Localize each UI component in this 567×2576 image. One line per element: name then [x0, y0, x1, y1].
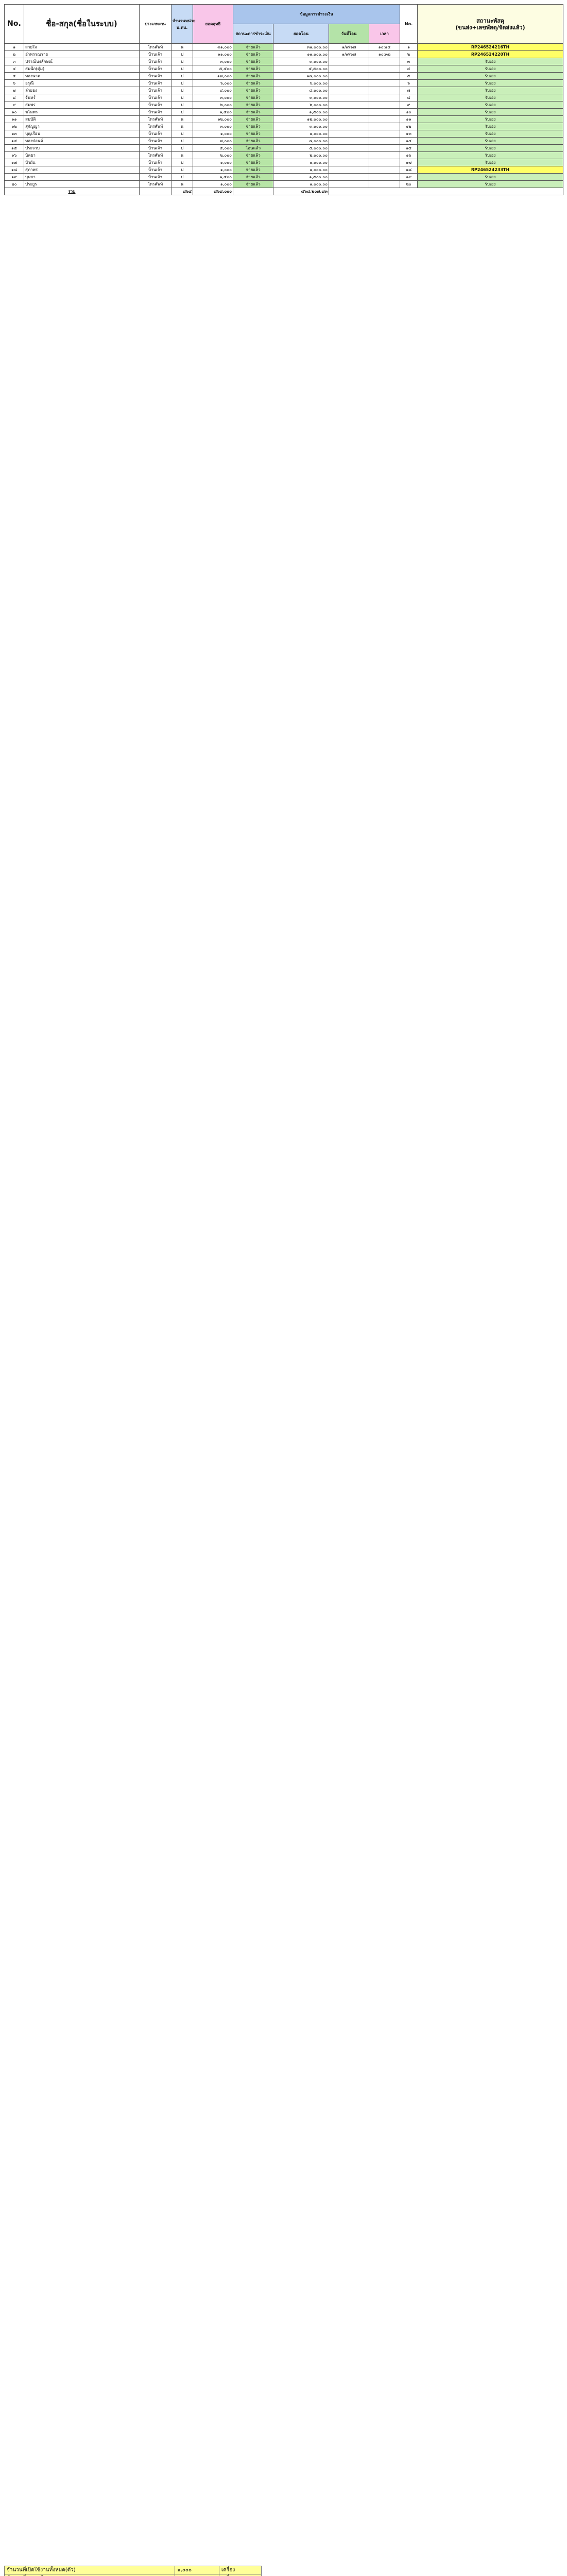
table-row [5, 138, 563, 145]
table-cell: จ่ายแล้ว [233, 80, 273, 87]
table-cell: ๑๑ [400, 116, 418, 123]
table-cell: ๑๖ [400, 152, 418, 159]
table-cell: บ้านเจ้า [140, 145, 171, 152]
table-cell: ๖,๐๐๐.๐๐ [273, 80, 329, 87]
table-cell: รับเอง [418, 123, 563, 130]
table-cell: จ่ายแล้ว [233, 130, 273, 138]
table-cell: ๑๑,๐๐๐.๐๐ [273, 51, 329, 58]
table-cell: บุษบา [24, 174, 140, 181]
table-cell [369, 130, 400, 138]
totals-amount: ๘๖๘,๒๐๗.๘๓ [273, 188, 329, 195]
table-row [5, 94, 563, 101]
table-cell: บ้านเจ้า [140, 87, 171, 94]
table-cell: ๒๐ [400, 181, 418, 188]
table-cell: บุญเรือน [24, 130, 140, 138]
table-cell [369, 152, 400, 159]
col-no: No. [5, 5, 24, 44]
table-cell [369, 109, 400, 116]
table-cell [329, 65, 369, 73]
table-cell: ป [171, 80, 193, 87]
summary-small-row [5, 2566, 262, 2574]
table-cell: ป [171, 73, 193, 80]
table-cell: ๓,๐๐๐.๐๐ [273, 94, 329, 101]
table-cell: ป [171, 109, 193, 116]
table-cell: บ้านเจ้า [140, 51, 171, 58]
table-cell: นิตยา [24, 152, 140, 159]
table-cell: รับเอง [418, 181, 563, 188]
table-cell [329, 87, 369, 94]
table-cell [329, 130, 369, 138]
table-cell: ๑๓ [5, 130, 24, 138]
table-cell: บ้านเจ้า [140, 174, 171, 181]
table-cell: ทองนาค [24, 73, 140, 80]
table-cell: ๔,๐๐๐ [193, 87, 233, 94]
table-cell: จ่ายแล้ว [233, 109, 273, 116]
table-row [5, 51, 563, 58]
table-cell: ๒๐ [5, 181, 24, 188]
table-cell: ๑๓ [400, 130, 418, 138]
table-cell: รับเอง [418, 116, 563, 123]
table-cell: รับเอง [418, 152, 563, 159]
col-no2: No. [400, 5, 418, 44]
table-cell: จ่ายแล้ว [233, 65, 273, 73]
table-cell: ป [171, 94, 193, 101]
table-cell: ๑๙ [400, 174, 418, 181]
table-cell [369, 94, 400, 101]
col-group-payment: ข้อมูลการชำระเงิน [233, 5, 400, 24]
table-cell: รับเอง [418, 65, 563, 73]
table-cell: บ้านเจ้า [140, 94, 171, 101]
table-cell: ๗ [400, 87, 418, 94]
table-cell [369, 101, 400, 109]
table-cell: ๑,๕๐๐.๐๐ [273, 174, 329, 181]
table-cell: ๘ [5, 94, 24, 101]
table-cell: รับเอง [418, 87, 563, 94]
table-cell: โทรศัพท์ [140, 123, 171, 130]
table-cell: บ้านเจ้า [140, 109, 171, 116]
col-count: จำนวนหน่วย บ.ทบ. [171, 5, 193, 44]
table-cell: ชไมพร [24, 109, 140, 116]
table-cell: ๒ [400, 51, 418, 58]
table-cell: ๖ [5, 80, 24, 87]
table-cell: ทองปอนด์ [24, 138, 140, 145]
col-net-total: ยอดสุทธิ [193, 5, 233, 44]
table-row [5, 116, 563, 123]
table-cell: RP246524216TH [418, 44, 563, 51]
table-cell [329, 181, 369, 188]
table-cell: ๗,๐๐๐.๐๐ [273, 138, 329, 145]
table-cell: ๑๐:๓๒ [369, 51, 400, 58]
table-cell: ๖ [400, 80, 418, 87]
table-cell: จ่ายแล้ว [233, 116, 273, 123]
table-cell: ๙ [5, 101, 24, 109]
table-cell: ๑๕ [400, 145, 418, 152]
table-cell: ๑๒ [400, 123, 418, 130]
table-cell: ๔ [400, 65, 418, 73]
col-name: ชื่อ-สกุล(ชื่อในระบบ) [24, 5, 140, 44]
table-cell: ๑,๕๐๐ [193, 174, 233, 181]
table-cell: ๑ [5, 44, 24, 51]
table-cell: RP246524233TH [418, 166, 563, 174]
table-cell: สายใจ [24, 44, 140, 51]
table-cell [369, 65, 400, 73]
summary-cell [219, 2574, 261, 2576]
table-cell: ป [171, 65, 193, 73]
table-cell: ๕ [400, 73, 418, 80]
table-cell: ๒,๐๐๐.๐๐ [273, 101, 329, 109]
table-cell: บ้านเจ้า [140, 101, 171, 109]
table-cell: ๑๔ [5, 138, 24, 145]
table-cell: ๑๗ [400, 159, 418, 166]
table-cell: รับเอง [418, 159, 563, 166]
table-cell: บ้านเจ้า [140, 138, 171, 145]
table-cell: ๔ [5, 65, 24, 73]
table-cell [369, 145, 400, 152]
table-cell: จ่ายแล้ว [233, 101, 273, 109]
table-cell: โทรศัพท์ [140, 181, 171, 188]
table-row [5, 109, 563, 116]
table-cell: ๗,๐๐๐ [193, 138, 233, 145]
table-cell: จ่ายแล้ว [233, 181, 273, 188]
table-cell: น [171, 152, 193, 159]
table-cell: ๑,๐๐๐.๐๐ [273, 159, 329, 166]
table-cell: รับเอง [418, 73, 563, 80]
table-cell: จ่ายแล้ว [233, 174, 273, 181]
table-cell: จ่ายแล้ว [233, 73, 273, 80]
order-table [4, 4, 563, 195]
table-row [5, 130, 563, 138]
table-cell: สุกัญญา [24, 123, 140, 130]
table-cell: ๘ [400, 94, 418, 101]
table-cell: ป [171, 130, 193, 138]
table-cell: จ่ายแล้ว [233, 44, 273, 51]
col-pay-amount: ยอดโอน [273, 24, 329, 44]
table-cell: ๑,๐๐๐ [193, 130, 233, 138]
table-cell: จ่ายแล้ว [233, 159, 273, 166]
table-cell: ๑๐ [400, 109, 418, 116]
table-cell: รับเอง [418, 80, 563, 87]
table-body [5, 44, 563, 188]
table-cell [329, 58, 369, 65]
table-cell: อำพรรณราย [24, 51, 140, 58]
table-cell: โทรศัพท์ [140, 116, 171, 123]
table-cell: จ่ายแล้ว [233, 87, 273, 94]
table-cell [329, 116, 369, 123]
table-cell: โทรศัพท์ [140, 44, 171, 51]
table-cell: ๑๗ [5, 159, 24, 166]
table-cell: ๖,๐๐๐ [193, 80, 233, 87]
table-cell: ๓ [5, 58, 24, 65]
table-cell [369, 87, 400, 94]
table-cell: ๑๐:๑๔ [369, 44, 400, 51]
table-cell: ๓,๐๐๐ [193, 123, 233, 130]
table-cell [369, 181, 400, 188]
table-cell: ๑,๐๐๐.๐๐ [273, 130, 329, 138]
table-cell [369, 123, 400, 130]
table-cell: ๒,๐๐๐.๐๐ [273, 152, 329, 159]
table-cell: ประจวบ [24, 145, 140, 152]
table-cell: รับเอง [418, 101, 563, 109]
summary-cell: ๑,๐๐๐ [175, 2566, 219, 2574]
table-cell: บัวผัน [24, 159, 140, 166]
table-cell: โทรศัพท์ [140, 152, 171, 159]
table-cell: ป [171, 145, 193, 152]
table-cell [329, 159, 369, 166]
summary-small-row [5, 2574, 262, 2576]
table-cell: ๙ [400, 101, 418, 109]
table-row [5, 123, 563, 130]
table-cell: ๓,๐๐๐.๐๐ [273, 58, 329, 65]
table-cell: ๑,๐๐๐ [193, 159, 233, 166]
table-cell: สมนึก(ตุ๋ม) [24, 65, 140, 73]
table-row [5, 145, 563, 152]
table-row [5, 152, 563, 159]
table-cell: ๓๑,๐๐๐ [193, 44, 233, 51]
table-cell: อรุณี [24, 80, 140, 87]
table-cell: ๒,๐๐๐ [193, 152, 233, 159]
table-cell [369, 159, 400, 166]
table-cell: จ่ายแล้ว [233, 51, 273, 58]
table-cell: ๑,๕๐๐ [193, 109, 233, 116]
table-cell: ๕,๐๐๐.๐๐ [273, 145, 329, 152]
table-cell: จันทร์ [24, 94, 140, 101]
table-cell: ๑ [400, 44, 418, 51]
table-cell [329, 94, 369, 101]
table-cell: น [171, 44, 193, 51]
table-cell: ๓ [400, 58, 418, 65]
table-cell: น [171, 116, 193, 123]
table-cell: จ่ายแล้ว [233, 152, 273, 159]
table-cell: ๑/๙/๖๗ [329, 51, 369, 58]
table-cell: ๗ [5, 87, 24, 94]
table-cell: ๑๖ [5, 152, 24, 159]
table-cell: รับเอง [418, 58, 563, 65]
table-cell: รับเอง [418, 138, 563, 145]
table-row [5, 159, 563, 166]
table-cell: ๑๘ [400, 166, 418, 174]
table-cell: ปราณีนงลักษณ์ [24, 58, 140, 65]
table-cell: ๓,๐๐๐ [193, 94, 233, 101]
table-cell: จ่ายแล้ว [233, 123, 273, 130]
table-cell [329, 109, 369, 116]
totals-count: ๘๖๔ [171, 188, 193, 195]
table-cell: บ้านเจ้า [140, 80, 171, 87]
table-cell: สมพร [24, 101, 140, 109]
table-cell: ๑,๐๐๐.๐๐ [273, 181, 329, 188]
table-cell: ๑๗,๐๐๐ [193, 73, 233, 80]
col-pay-time: เวลา [369, 24, 400, 44]
table-cell [369, 138, 400, 145]
table-cell: บ้านเจ้า [140, 65, 171, 73]
table-cell [369, 116, 400, 123]
table-cell: บ้านเจ้า [140, 73, 171, 80]
table-cell: ป [171, 174, 193, 181]
table-cell [329, 73, 369, 80]
summary-cell: จำนวนที่เปิดใช้งานทั้งหมด(ตัว) [5, 2566, 175, 2574]
table-cell: RP246524220TH [418, 51, 563, 58]
table-row [5, 65, 563, 73]
table-row [5, 80, 563, 87]
table-row [5, 87, 563, 94]
table-cell: ๑/๙/๖๗ [329, 44, 369, 51]
table-cell: ๕,๕๐๐.๐๐ [273, 65, 329, 73]
table-cell: สุภาพร [24, 166, 140, 174]
table-cell: น [171, 181, 193, 188]
table-cell: ๑,๐๐๐ [193, 181, 233, 188]
table-cell: ป [171, 159, 193, 166]
table-cell [329, 152, 369, 159]
table-cell: ๑๒ [5, 123, 24, 130]
table-cell: ๑๙ [5, 174, 24, 181]
table-cell [329, 101, 369, 109]
table-cell: บ้านเจ้า [140, 166, 171, 174]
table-cell: จ่ายแล้ว [233, 166, 273, 174]
table-cell: บ้านเจ้า [140, 130, 171, 138]
summary-small [4, 2566, 262, 2576]
table-cell: ๒,๐๐๐ [193, 101, 233, 109]
spreadsheet [4, 4, 563, 195]
table-row [5, 44, 563, 51]
table-cell: ๔,๐๐๐.๐๐ [273, 87, 329, 94]
table-cell: ป [171, 138, 193, 145]
table-cell: จ่ายแล้ว [233, 94, 273, 101]
summary-cell [175, 2574, 219, 2576]
table-cell: ๑๒,๐๐๐ [193, 116, 233, 123]
table-row [5, 181, 563, 188]
table-cell: โอนแล้ว [233, 145, 273, 152]
col-type: ประเภทงาน [140, 5, 171, 44]
table-cell: ๓๑,๐๐๐.๐๐ [273, 44, 329, 51]
table-cell: ๒ [5, 51, 24, 58]
totals-row [5, 188, 563, 195]
table-cell: ๑๒,๐๐๐.๐๐ [273, 116, 329, 123]
table-cell: ๑,๕๐๐.๐๐ [273, 109, 329, 116]
table-row [5, 58, 563, 65]
table-cell: ป [171, 51, 193, 58]
table-cell: ประยูร [24, 181, 140, 188]
table-cell: น [171, 123, 193, 130]
table-cell: ลำยอง [24, 87, 140, 94]
table-cell: สมบัติ [24, 116, 140, 123]
table-cell: ๑๕ [5, 145, 24, 152]
table-cell: ป [171, 101, 193, 109]
table-cell [329, 80, 369, 87]
table-cell [329, 174, 369, 181]
table-row [5, 101, 563, 109]
table-cell: รับเอง [418, 145, 563, 152]
table-cell [369, 174, 400, 181]
table-cell: ป [171, 166, 193, 174]
table-cell: ๕,๕๐๐ [193, 65, 233, 73]
table-cell: ๕ [5, 73, 24, 80]
table-cell: รับเอง [418, 94, 563, 101]
table-cell: ๑๘ [5, 166, 24, 174]
table-cell: ๑,๐๐๐.๐๐ [273, 166, 329, 174]
table-cell: ๓,๐๐๐ [193, 58, 233, 65]
table-cell [329, 166, 369, 174]
table-cell: บ้านเจ้า [140, 159, 171, 166]
table-cell [369, 73, 400, 80]
table-cell: ๑๑ [5, 116, 24, 123]
table-cell: ๑,๐๐๐ [193, 166, 233, 174]
table-cell: ป [171, 58, 193, 65]
table-row [5, 73, 563, 80]
totals-net: ๘๖๘,๐๐๐ [193, 188, 233, 195]
col-pay-status: สถานะการชำระเงิน [233, 24, 273, 44]
table-cell: จ่ายแล้ว [233, 138, 273, 145]
table-cell: ๑๗,๐๐๐.๐๐ [273, 73, 329, 80]
table-cell: ๑๑,๐๐๐ [193, 51, 233, 58]
table-cell: ๕,๐๐๐ [193, 145, 233, 152]
table-cell [329, 145, 369, 152]
table-cell: บ้านเจ้า [140, 58, 171, 65]
table-row [5, 174, 563, 181]
col-remark: สถานะพัสดุ (ขนส่ง+เลขพัสดุ/จัดส่งแล้ว) [418, 5, 563, 44]
table-cell [369, 166, 400, 174]
table-cell: ๑๐ [5, 109, 24, 116]
table-cell: รับเอง [418, 109, 563, 116]
summary-cell: เครื่อง [219, 2566, 261, 2574]
totals-label: รวม [5, 188, 140, 195]
table-cell [329, 138, 369, 145]
table-cell: ป [171, 87, 193, 94]
table-cell: รับเอง [418, 130, 563, 138]
table-cell: รับเอง [418, 174, 563, 181]
table-cell: ๓,๐๐๐.๐๐ [273, 123, 329, 130]
table-row [5, 166, 563, 174]
table-cell [369, 80, 400, 87]
table-cell: จ่ายแล้ว [233, 58, 273, 65]
col-pay-date: วันที่โอน [329, 24, 369, 44]
table-cell [369, 58, 400, 65]
table-cell [329, 123, 369, 130]
summary-cell [5, 2574, 175, 2576]
table-cell: ๑๔ [400, 138, 418, 145]
